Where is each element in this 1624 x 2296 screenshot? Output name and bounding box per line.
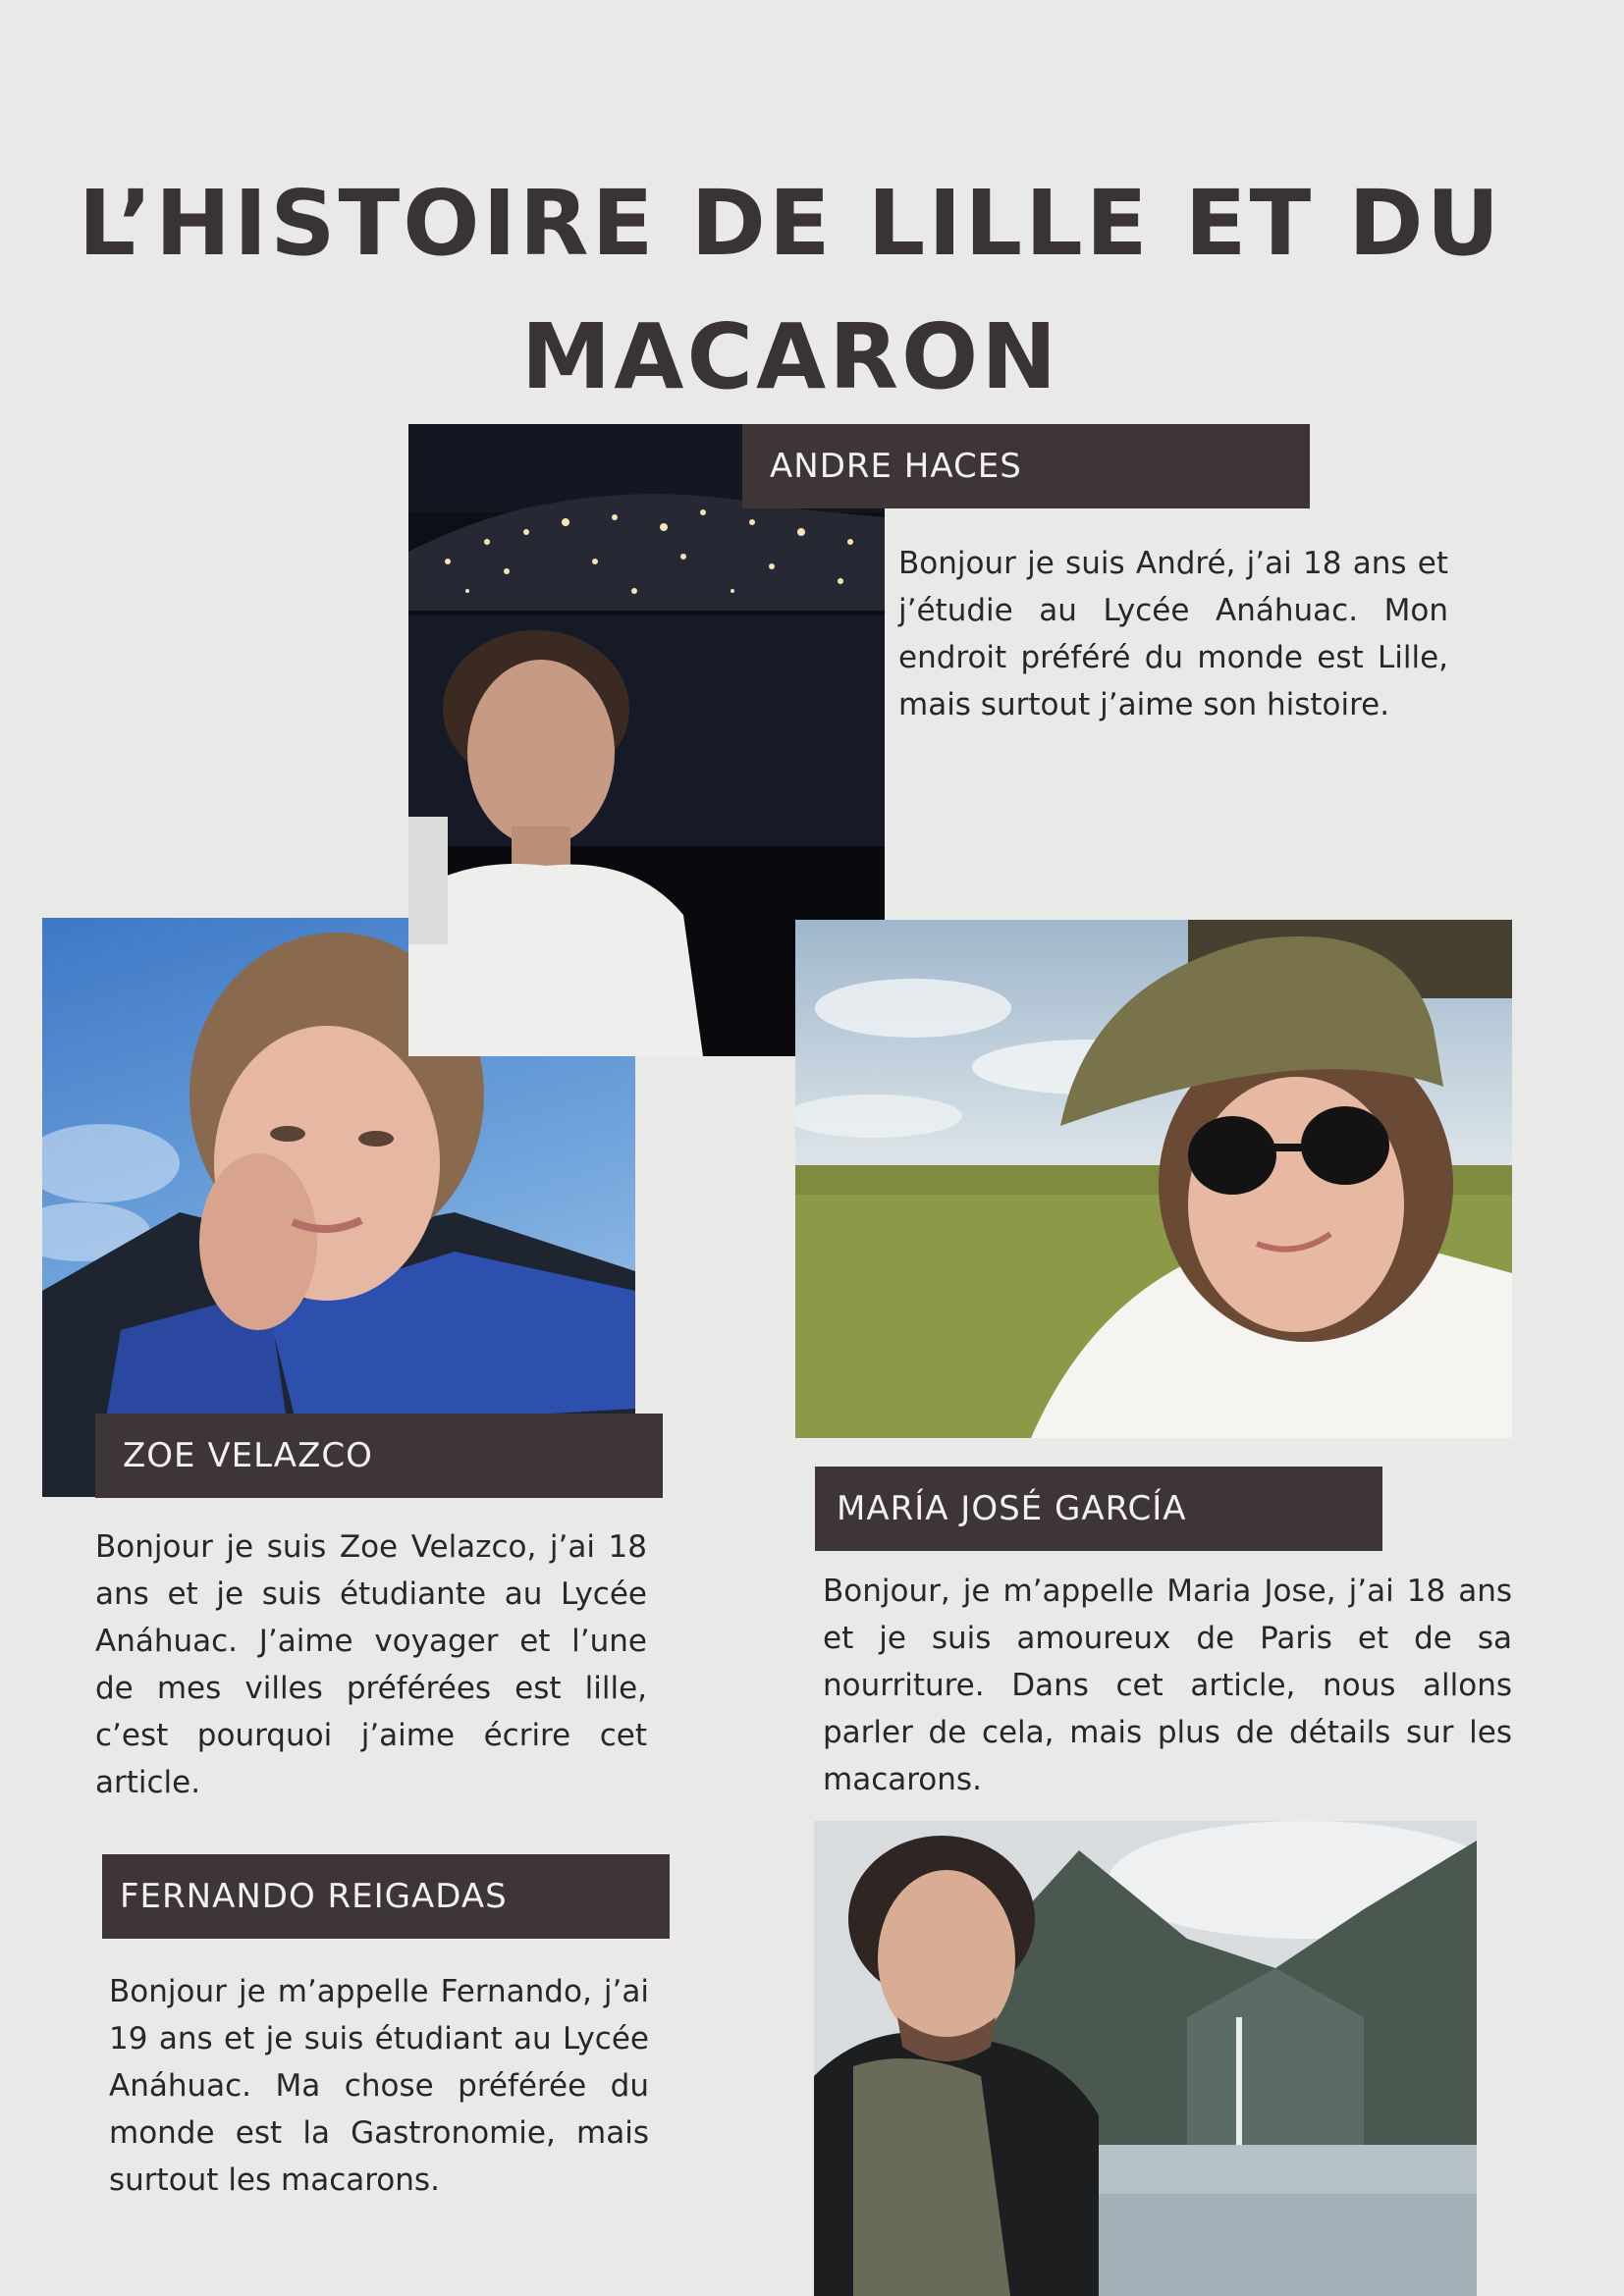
maria-photo (795, 920, 1512, 1438)
fernando-name-label: FERNANDO REIGADAS (102, 1854, 670, 1939)
zoe-bio: Bonjour je suis Zoe Velazco, j’ai 18 ans et je suis étudiante au Lycée Anáhuac. J’aime voyager et l’une de mes villes préférées est lille, c’est pourquoi j’aime écrire cet article. (95, 1529, 647, 1800)
maria-name-label: MARÍA JOSÉ GARCÍA (815, 1467, 1382, 1551)
page-title-line-2: MACARON (520, 304, 1060, 409)
fernando-bio: Bonjour je m’appelle Fernando, j’ai 19 ans et je suis étudiant au Lycée Anáhuac. Ma chose préférée du monde est la Gastronomie, mais surtout les macarons. (109, 1974, 649, 2198)
page-title (0, 157, 1581, 424)
page-title-line-1: L’HISTOIRE DE LILLE ET DU (78, 171, 1503, 276)
andre-name-label: ANDRE HACES (742, 424, 1310, 508)
andre-bio: Bonjour je suis André, j’ai 18 ans et j’étudie au Lycée Anáhuac. Mon endroit préféré du monde est Lille, mais surtout j’aime son histoire. (898, 546, 1448, 722)
maria-bio: Bonjour, je m’appelle Maria Jose, j’ai 18 ans et je suis amoureux de Paris et de sa nourriture. Dans cet article, nous allons parler de cela, mais plus de détails sur les macarons. (823, 1574, 1512, 1797)
zoe-name-label: ZOE VELAZCO (95, 1414, 663, 1498)
fernando-photo (814, 1821, 1477, 2296)
